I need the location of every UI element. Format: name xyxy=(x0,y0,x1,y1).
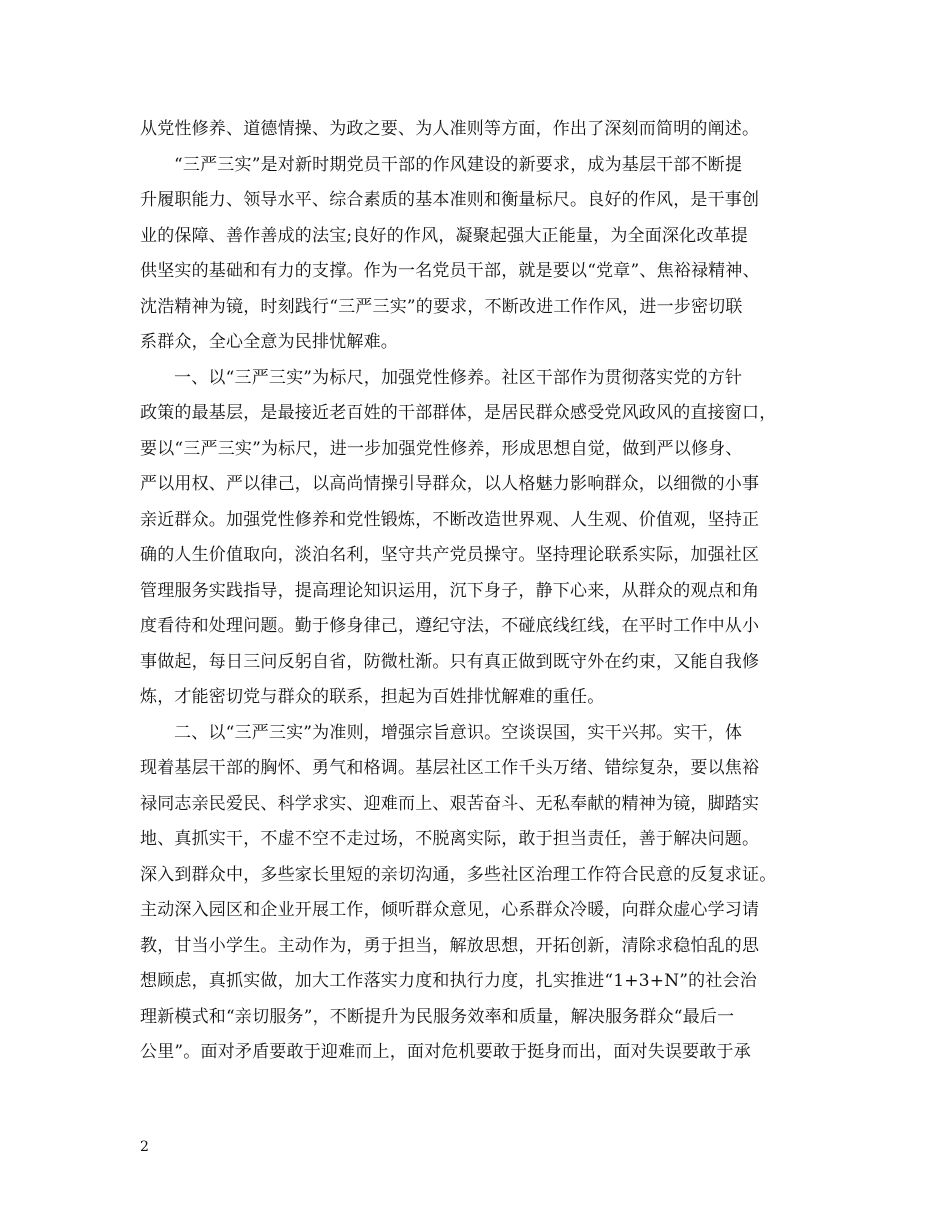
text-line: 亲近群众。加强党性修养和党性锻炼，不断改造世界观、人生观、价值观，坚持正 xyxy=(140,509,760,530)
text-line: 业的保障、善作善成的法宝;良好的作风，凝聚起强大正能量，为全面深化改革提 xyxy=(140,225,748,246)
text-line: 要以“三严三实”为标尺，进一步加强党性修养，形成思想自觉，做到严以修身、 xyxy=(140,438,743,459)
text-line: 禄同志亲民爱民、科学求实、迎难而上、艰苦奋斗、无私奉献的精神为镜，脚踏实 xyxy=(140,793,760,814)
text-line: 系群众，全心全意为民排忧解难。 xyxy=(140,332,398,352)
text-line: 主动深入园区和企业开展工作，倾听群众意见，心系群众冷暖，向群众虚心学习请 xyxy=(140,900,760,920)
text-line: 深入到群众中，多些家长里短的亲切沟通，多些社区治理工作符合民意的反复求证。 xyxy=(140,864,777,885)
section-one-heading-line: 一、以“三严三实”为标尺，加强党性修养。社区干部作为贯彻落实党的方针 xyxy=(174,367,743,388)
text-line: 管理服务实践指导，提高理论知识运用，沉下身子，静下心来，从群众的观点和角 xyxy=(140,580,760,601)
section-two-heading-line: 二、以“三严三实”为准则，增强宗旨意识。空谈误国，实干兴邦。实干，体 xyxy=(174,722,743,743)
text-line: 公里”。面对矛盾要敢于迎难而上，面对危机要敢于挺身而出，面对失误要敢于承 xyxy=(140,1042,751,1062)
page-number: 2 xyxy=(140,1139,149,1155)
text-line: 度看待和处理问题。勤于修身律己，遵纪守法，不碰底线红线，在平时工作中从小 xyxy=(140,616,760,636)
text-line: 严以用权、严以律己，以高尚情操引导群众，以人格魅力影响群众，以细微的小事 xyxy=(140,474,760,494)
text-line: 现着基层干部的胸怀、勇气和格调。基层社区工作千头万绪、错综复杂，要以焦裕 xyxy=(140,758,760,778)
text-line: 沈浩精神为镜，时刻践行“三严三实”的要求，不断改进工作作风，进一步密切联 xyxy=(140,296,743,317)
text-line: 炼，才能密切党与群众的联系，担起为百姓排忧解难的重任。 xyxy=(140,687,605,707)
text-line: 供坚实的基础和有力的支撑。作为一名党员干部，就是要以“党章”、焦裕禄精神、 xyxy=(140,261,760,281)
body-text xyxy=(140,112,830,1071)
text-line: 升履职能力、领导水平、综合素质的基本准则和衡量标尺。良好的作风，是干事创 xyxy=(140,190,760,210)
text-line: 教，甘当小学生。主动作为，勇于担当，解放思想，开拓创新，清除求稳怕乱的思 xyxy=(140,935,760,956)
text-line: 理新模式和“亲切服务”，不断提升为民服务效率和质量，解决服务群众“最后一 xyxy=(140,1006,735,1027)
text-line: 政策的最基层，是最接近老百姓的干部群体，是居民群众感受党风政风的直接窗口， xyxy=(140,403,777,423)
paragraph-start-line: “三严三实”是对新时期党员干部的作风建设的新要求，成为基层干部不断提 xyxy=(174,154,743,175)
text-line: 想顾虑，真抓实做，加大工作落实力度和执行力度，扎实推进“1+3+N”的社会治 xyxy=(140,971,757,991)
text-line: 事做起，每日三问反躬自省，防微杜渐。只有真正做到既守外在约束，又能自我修 xyxy=(140,651,760,672)
text-line: 确的人生价值取向，淡泊名利，坚守共产党员操守。坚持理论联系实际，加强社区 xyxy=(140,545,760,565)
text-line: 从党性修养、道德情操、为政之要、为人准则等方面，作出了深刻而简明的阐述。 xyxy=(140,119,760,139)
text-line: 地、真抓实干，不虚不空不走过场，不脱离实际，敢于担当责任，善于解决问题。 xyxy=(140,829,760,849)
